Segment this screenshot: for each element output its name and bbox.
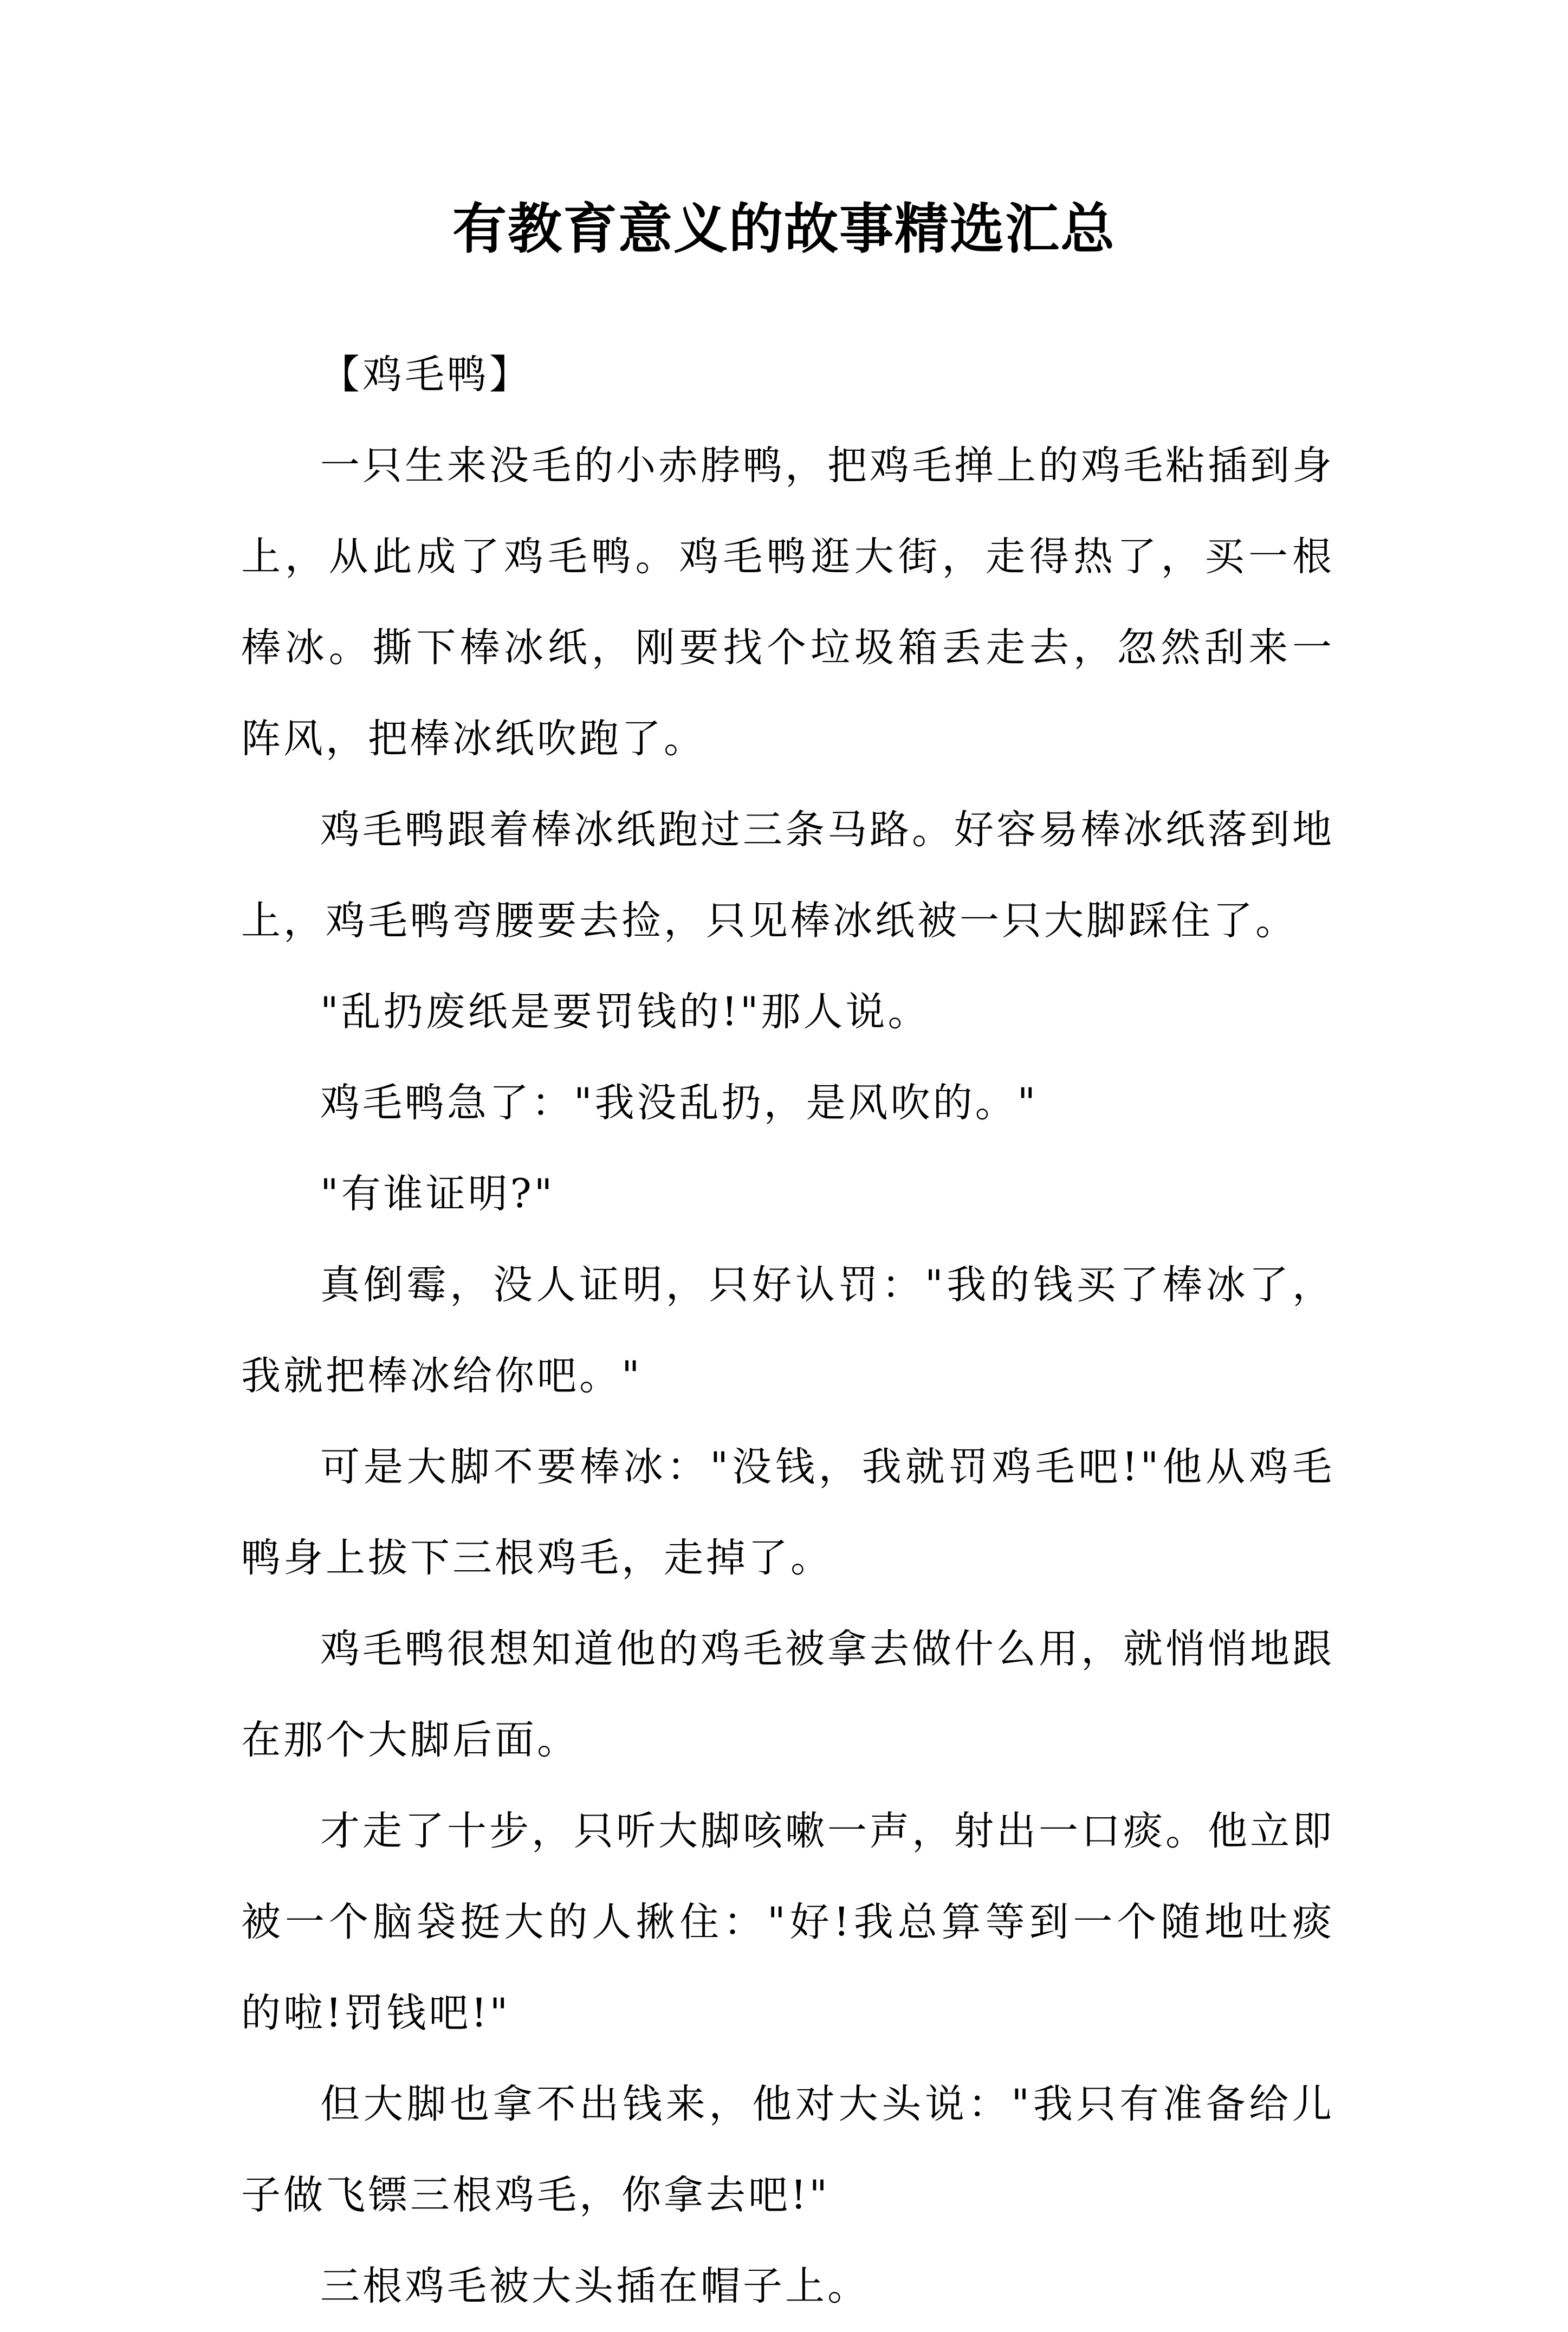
section-heading: 【鸡毛鸭】: [320, 352, 532, 398]
paragraph: 但大脚也拿不出钱来，他对大头说："我只有准备给儿子做飞镖三根鸡毛，你拿去吧!": [241, 2081, 1334, 2218]
paragraph: 才走了十步，只听大脚咳嗽一声，射出一口痰。他立即被一个脑袋挺大的人揪住："好!我总算等到一个随地吐痰的啦!罚钱吧!": [241, 1808, 1334, 2036]
document-title: 有教育意义的故事精选汇总: [452, 197, 1116, 261]
paragraph: 鸡毛鸭跟着棒冰纸跑过三条马路。好容易棒冰纸落到地上，鸡毛鸭弯腰要去捡，只见棒冰纸被一只大脚踩住了。: [241, 807, 1334, 944]
paragraph: 一只生来没毛的小赤脖鸭，把鸡毛掸上的鸡毛粘插到身上，从此成了鸡毛鸭。鸡毛鸭逛大街，走得热了，买一根棒冰。撕下棒冰纸，刚要找个垃圾箱丢走去，忽然刮来一阵风，把棒冰纸吹跑了。: [241, 443, 1334, 762]
paragraph: 鸡毛鸭急了："我没乱扔，是风吹的。": [320, 1080, 1039, 1126]
paragraph: "乱扔废纸是要罚钱的!"那人说。: [320, 989, 930, 1035]
paragraph: "有谁证明?": [320, 1171, 555, 1217]
paragraph: 三根鸡毛被大头插在帽子上。: [320, 2263, 870, 2309]
document-body: [241, 329, 1334, 2332]
paragraph: 可是大脚不要棒冰："没钱，我就罚鸡毛吧!"他从鸡毛鸭身上拔下三根鸡毛，走掉了。: [241, 1444, 1334, 1581]
paragraph: 真倒霉，没人证明，只好认罚："我的钱买了棒冰了，我就把棒冰给你吧。": [241, 1262, 1334, 1399]
paragraph: 鸡毛鸭很想知道他的鸡毛被拿去做什么用，就悄悄地跟在那个大脚后面。: [241, 1626, 1334, 1763]
